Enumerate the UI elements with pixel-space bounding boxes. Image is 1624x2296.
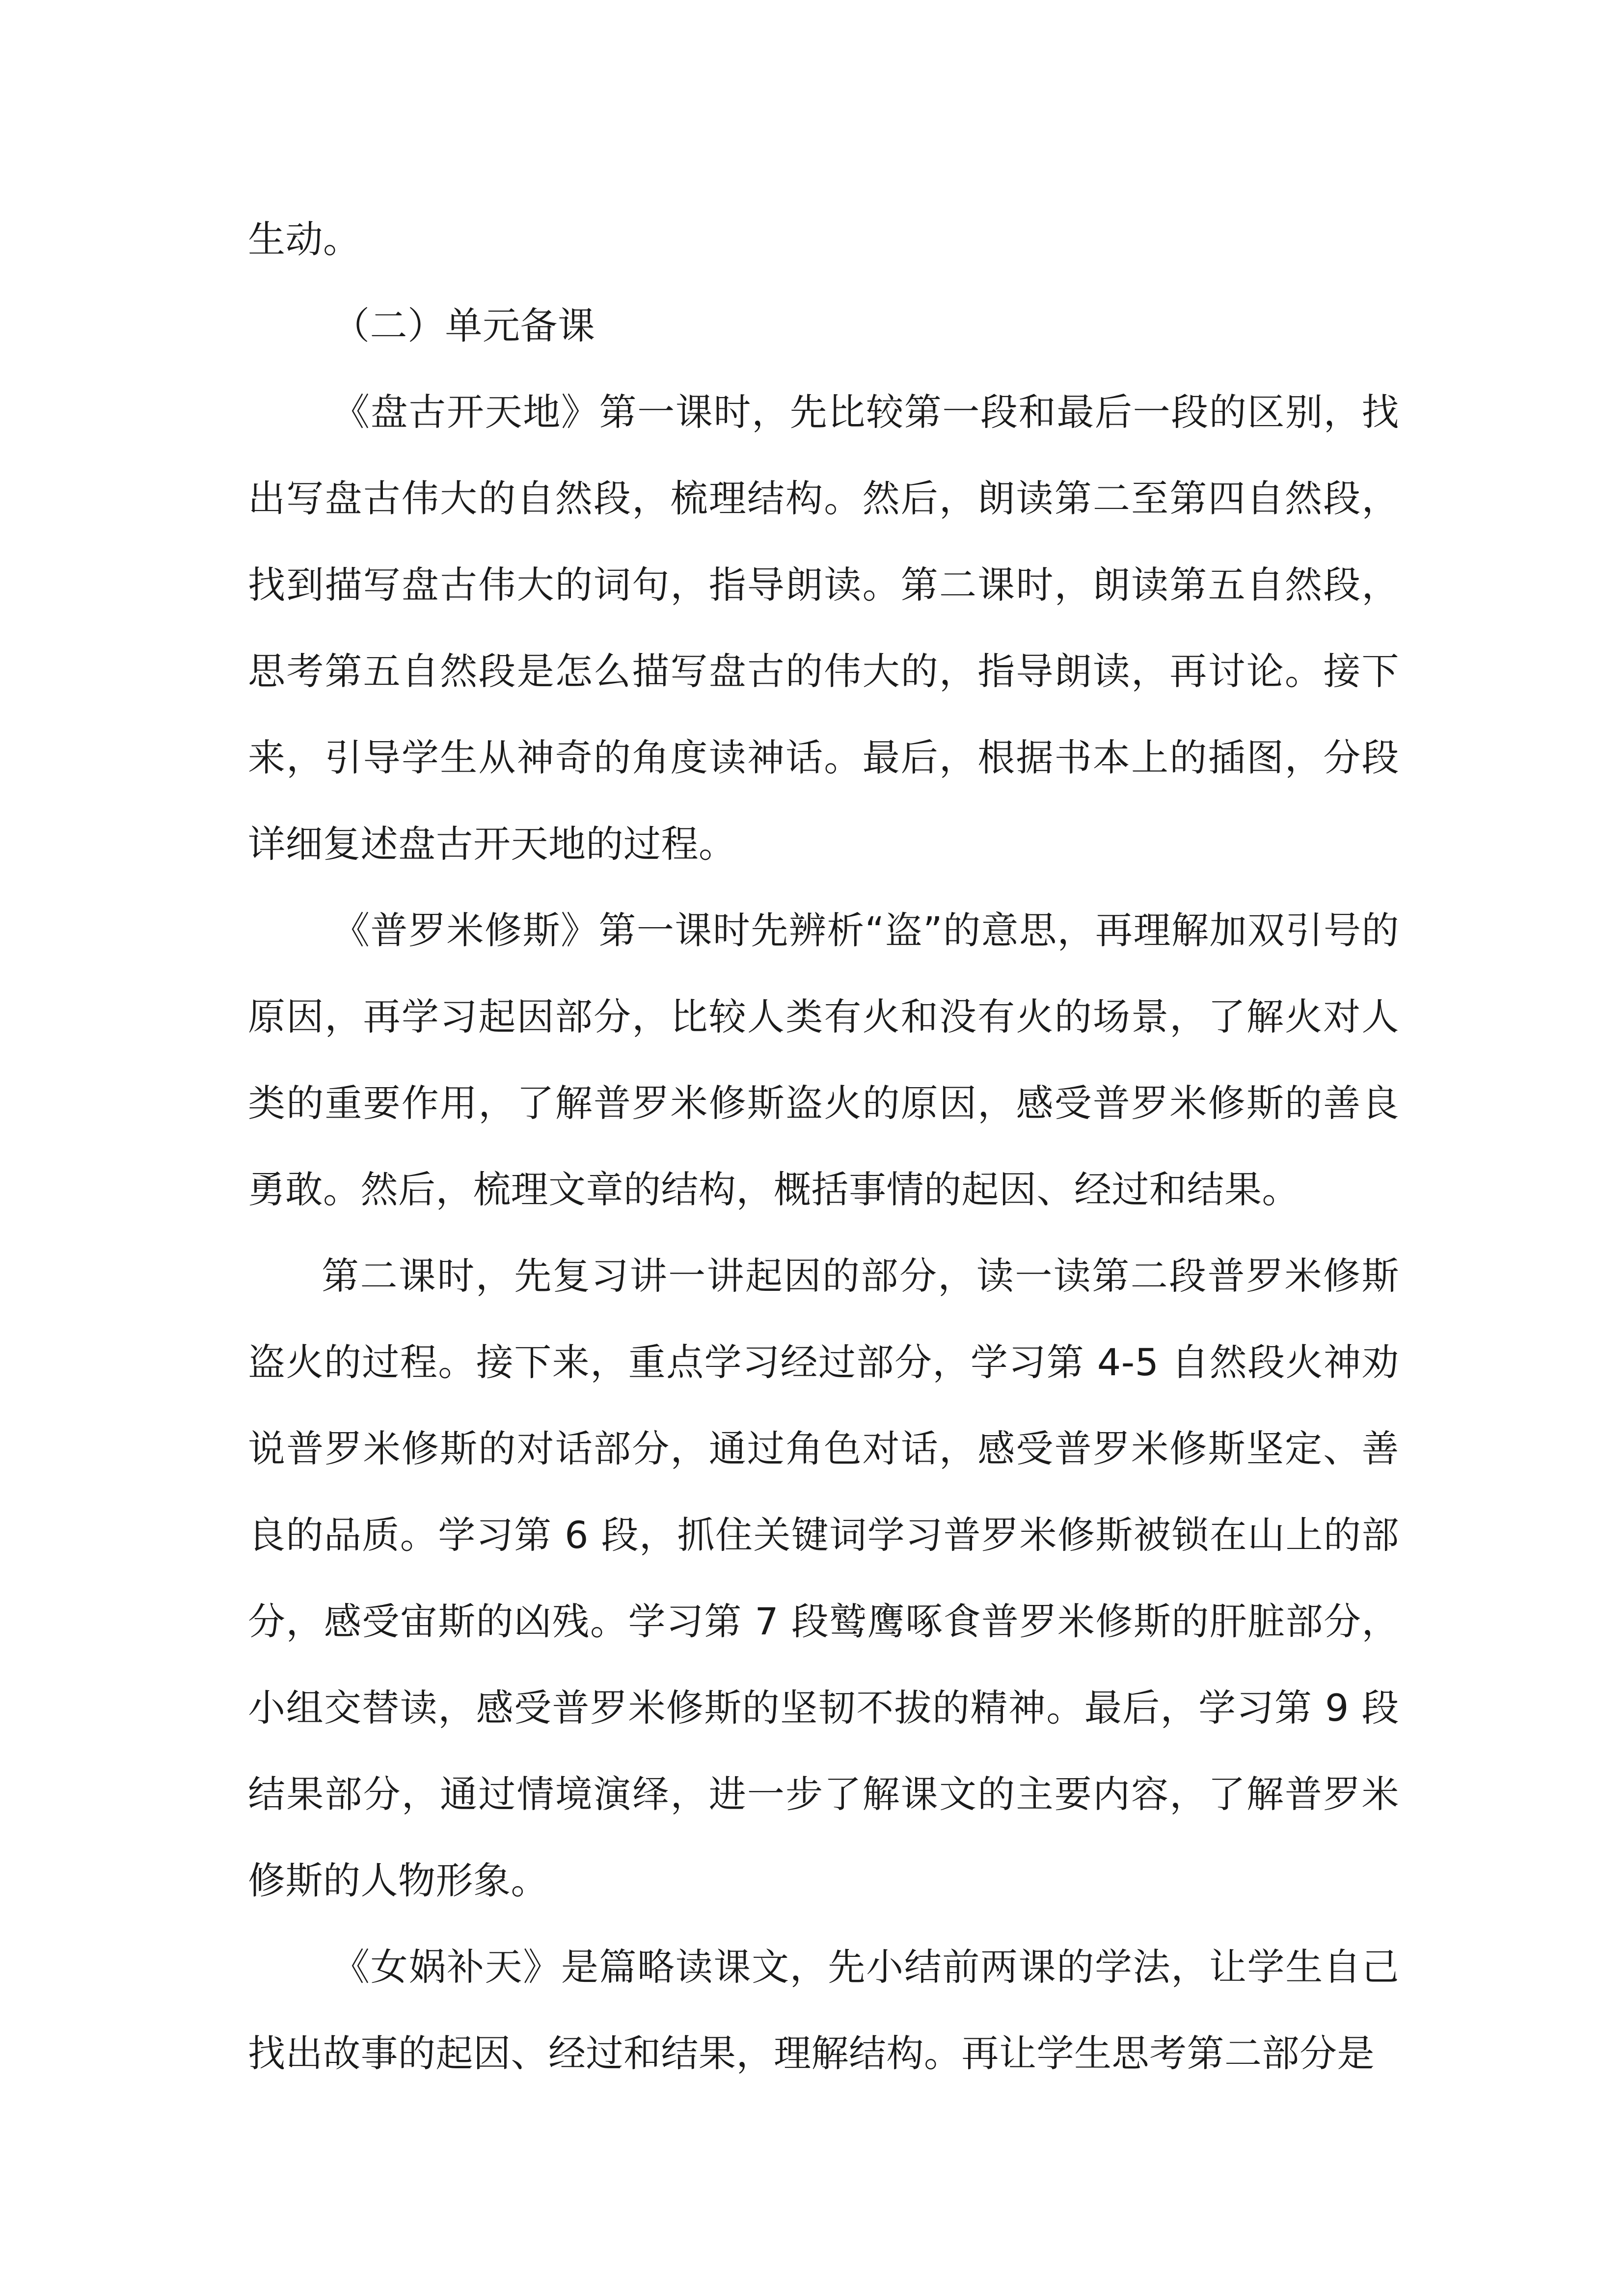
- paragraph-nuwa: 《女娲补天》是篇略读课文，先小结前两课的学法，让学生自己找出故事的起因、经过和结果，理解结构。再让学生思考第二部分是: [248, 1945, 1399, 2075]
- paragraph-pangu: 《盘古开天地》第一课时，先比较第一段和最后一段的区别，找出写盘古伟大的自然段，梳理结构。然后，朗读第二至第四自然段，找到描写盘古伟大的词句，指导朗读。第二课时，朗读第五自然段，思考第五自然段是怎么描写盘古的伟大的，指导朗读，再讨论。接下来，引导学生从神奇的角度读神话。最后，根据书本上的插图，分段详细复述盘古开天地的过程。: [248, 390, 1399, 866]
- section-heading: （二）单元备课: [332, 304, 595, 347]
- paragraph-prometheus-lesson-1: 《普罗米修斯》第一课时先辨析“盗”的意思，再理解加双引号的原因，再学习起因部分，比较人类有火和没有火的场景，了解火对人类的重要作用，了解普罗米修斯盗火的原因，感受普罗米修斯的善良勇敢。然后，梳理文章的结构，概括事情的起因、经过和结果。: [248, 908, 1399, 1211]
- paragraph-prometheus-lesson-2: 第二课时，先复习讲一讲起因的部分，读一读第二段普罗米修斯盗火的过程。接下来，重点学习经过部分，学习第 4-5 自然段火神劝说普罗米修斯的对话部分，通过角色对话，感受普罗米修斯坚定、善良的品质。学习第 6 段，抓住关键词学习普罗米修斯被锁在山上的部分，感受宙斯的凶残。学习第 7 段鹫鹰啄食普罗米修斯的肝脏部分，小组交替读，感受普罗米修斯的坚韧不拔的精神。最后，学习第 9 段结果部分，通过情境演绎，进一步了解课文的主要内容，了解普罗米修斯的人物形象。: [248, 1254, 1399, 1902]
- paragraph-continuation: 生动。: [248, 217, 361, 261]
- document-body: [248, 196, 1399, 2097]
